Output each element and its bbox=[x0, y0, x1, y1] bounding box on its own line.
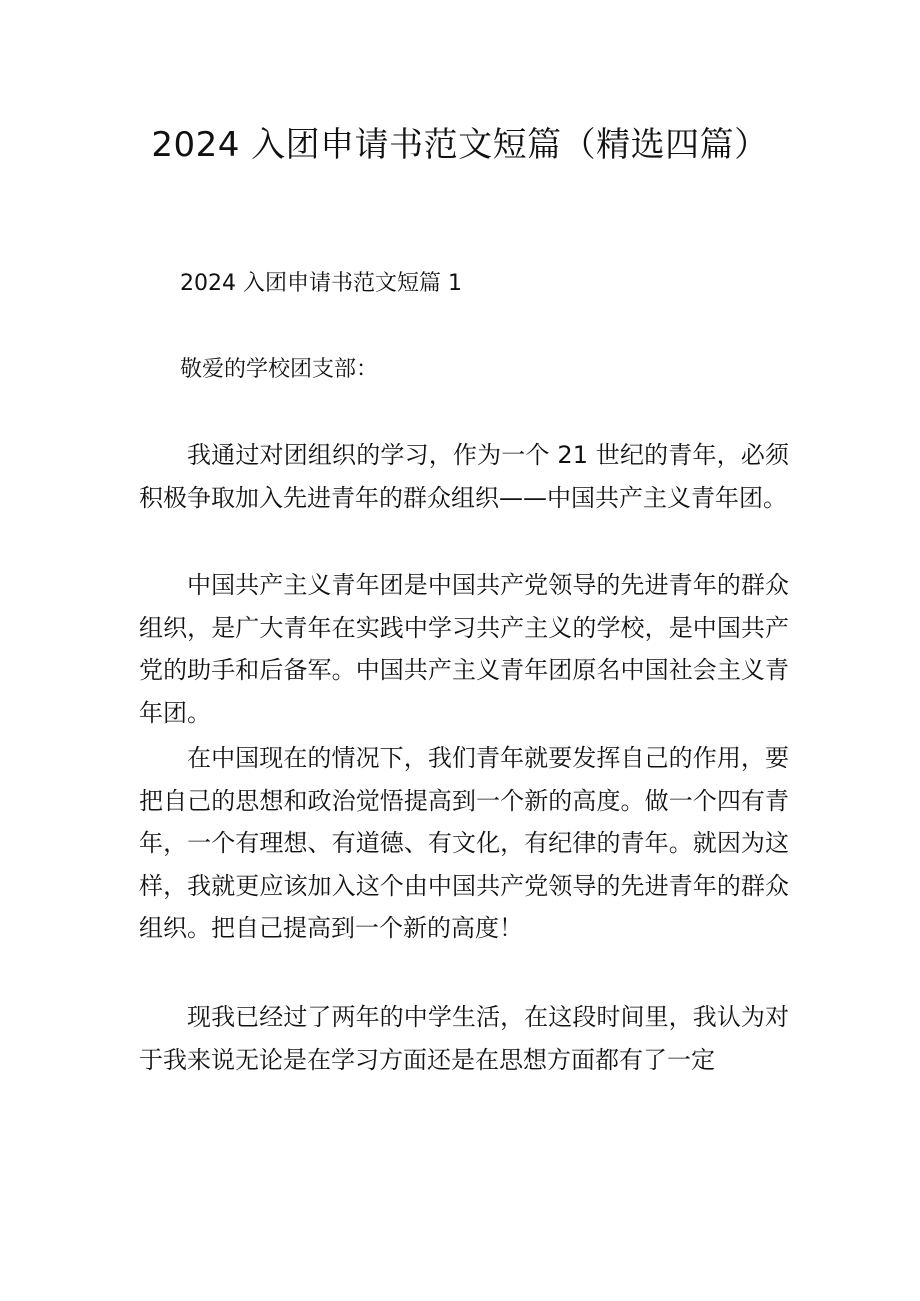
section-heading: 2024 入团申请书范文短篇 1 bbox=[180, 271, 462, 296]
paragraph-1: 我通过对团组织的学习，作为一个 21 世纪的青年，必须积极争取加入先进青年的群众组织——中国共产主义青年团。 bbox=[139, 441, 789, 512]
document-title: 2024 入团申请书范文短篇（精选四篇） bbox=[151, 125, 769, 165]
paragraph-4: 现我已经过了两年的中学生活，在这段时间里，我认为对于我来说无论是在学习方面还是在思想方面都有了一定 bbox=[139, 1003, 789, 1074]
paragraph-2: 中国共产主义青年团是中国共产党领导的先进青年的群众组织，是广大青年在实践中学习共产主义的学校，是中国共产党的助手和后备军。中国共产主义青年团原名中国社会主义青年团。 bbox=[139, 571, 789, 727]
salutation: 敬爱的学校团支部： bbox=[180, 357, 379, 382]
paragraph-3: 在中国现在的情况下，我们青年就要发挥自己的作用，要把自己的思想和政治觉悟提高到一个新的高度。做一个四有青年，一个有理想、有道德、有文化，有纪律的青年。就因为这样，我就更应该加入这个由中国共产党领导的先进青年的群众组织。把自己提高到一个新的高度！ bbox=[139, 744, 789, 942]
